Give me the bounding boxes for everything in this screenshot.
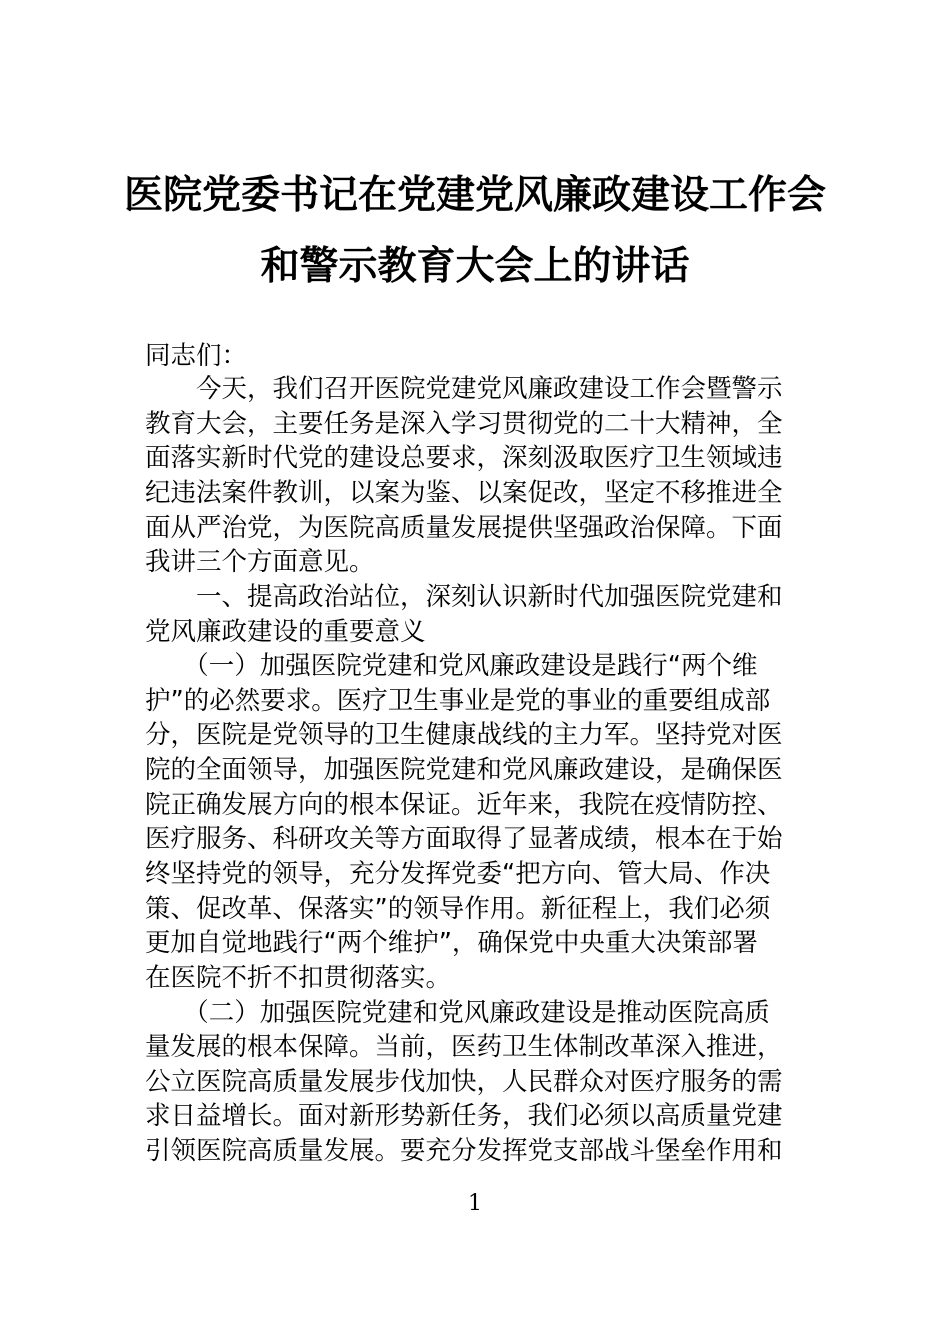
body-line: 策、促改革、保落实”的领导作用。新征程上，我们必须	[145, 894, 771, 924]
title-line-1: 医院党委书记在党建党风廉政建设工作会	[123, 173, 826, 218]
page-number: 1	[468, 1191, 482, 1216]
body-line: 教育大会，主要任务是深入学习贯彻党的二十大精神，全	[145, 409, 783, 439]
title-line-2: 和警示教育大会上的讲话	[260, 244, 690, 289]
body-line: 护”的必然要求。医疗卫生事业是党的事业的重要组成部	[145, 686, 771, 716]
body-line: （一）加强医院党建和党风廉政建设是践行“两个维	[145, 651, 758, 681]
body-line: 医疗服务、科研攻关等方面取得了显著成绩，根本在于始	[145, 824, 783, 854]
body-line: 更加自觉地践行“两个维护”，确保党中央重大决策部署	[145, 928, 758, 958]
section-heading-line: 一、提高政治站位，深刻认识新时代加强医院党建和	[145, 582, 783, 612]
body-line: 面落实新时代党的建设总要求，深刻汲取医疗卫生领域违	[145, 443, 783, 473]
body-line: 分，医院是党领导的卫生健康战线的主力军。坚持党对医	[145, 720, 783, 750]
body-line: 引领医院高质量发展。要充分发挥党支部战斗堡垒作用和	[145, 1136, 783, 1166]
body-line: 今天，我们召开医院党建党风廉政建设工作会暨警示	[145, 374, 783, 404]
body-line: 公立医院高质量发展步伐加快，人民群众对医疗服务的需	[145, 1067, 783, 1097]
body-line: 终坚持党的领导，充分发挥党委“把方向、管大局、作决	[145, 859, 771, 889]
body-line: 面从严治党，为医院高质量发展提供坚强政治保障。下面	[145, 513, 783, 543]
body-line: 纪违法案件教训，以案为鉴、以案促改，坚定不移推进全	[145, 478, 783, 508]
body-line: 求日益增长。面对新形势新任务，我们必须以高质量党建	[145, 1101, 783, 1131]
section-heading-line: 党风廉政建设的重要意义	[145, 617, 426, 647]
salutation: 同志们：	[145, 341, 248, 371]
body-line: （二）加强医院党建和党风廉政建设是推动医院高质	[145, 998, 770, 1028]
body-line: 在医院不折不扣贯彻落实。	[145, 963, 452, 993]
body-line: 院正确发展方向的根本保证。近年来，我院在疫情防控、	[145, 790, 783, 820]
body-line: 量发展的根本保障。当前，医药卫生体制改革深入推进，	[145, 1032, 783, 1062]
body-line: 我讲三个方面意见。	[145, 547, 375, 577]
body-line: 院的全面领导，加强医院党建和党风廉政建设，是确保医	[145, 755, 783, 785]
